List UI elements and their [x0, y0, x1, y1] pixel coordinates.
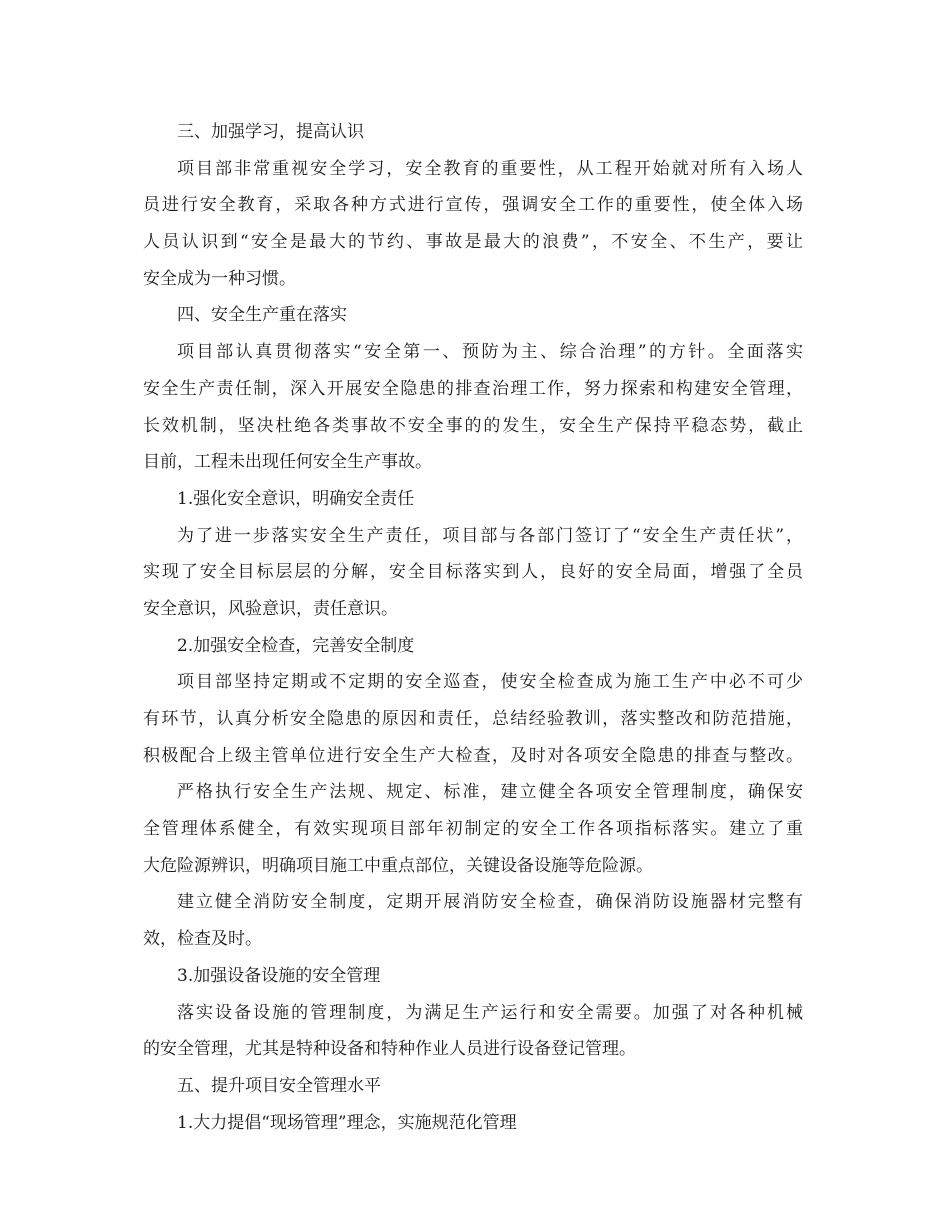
text-line: 全管理体系健全，有效实现项目部年初制定的安全工作各项指标落实。建立了重	[143, 819, 803, 840]
text-line: 安全意识，风验意识，责任意识。	[143, 598, 398, 619]
text-line: 项目部非常重视安全学习，安全教育的重要性，从工程开始就对所有入场人	[177, 158, 803, 179]
text-line: 目前，工程未出现任何安全生产事故。	[143, 452, 432, 473]
text-line: 项目部认真贯彻落实“安全第一、预防为主、综合治理”的方针。全面落实	[177, 342, 803, 363]
text-line: 员进行安全教育，采取各种方式进行宣传，强调安全工作的重要性，使全体入场	[143, 195, 803, 216]
text-line: 3.加强设备设施的安全管理	[177, 965, 381, 986]
text-line: 建立健全消防安全制度，定期开展消防安全检查，确保消防设施器材完整有	[177, 892, 803, 913]
text-line: 有环节，认真分析安全隐患的原因和责任，总结经验教训，落实整改和防范措施，	[143, 709, 803, 729]
text-line: 效，检查及时。	[143, 929, 262, 950]
text-line: 实现了安全目标层层的分解，安全目标落实到人，良好的安全局面，增强了全员	[143, 562, 803, 583]
text-line: 安全生产责任制，深入开展安全隐患的排查治理工作，努力探索和构建安全管理，	[143, 378, 803, 399]
text-line: 严格执行安全生产法规、规定、标准，建立健全各项安全管理制度，确保安	[177, 782, 803, 803]
text-line: 安全成为一种习惯。	[143, 268, 296, 289]
text-line: 长效机制，坚决杜绝各类事故不安全事的的发生，安全生产保持平稳态势，截止	[143, 415, 803, 436]
text-line: 落实设备设施的管理制度，为满足生产运行和安全需要。加强了对各种机械	[177, 1002, 803, 1023]
text-line: 2.加强安全检查，完善安全制度	[177, 635, 415, 656]
text-line: 项目部坚持定期或不定期的安全巡查，使安全检查成为施工生产中必不可少	[177, 672, 803, 693]
text-line: 四、安全生产重在落实	[177, 305, 347, 326]
text-line: 积极配合上级主管单位进行安全生产大检查，及时对各项安全隐患的排查与整改。	[143, 745, 803, 766]
document-body	[143, 114, 803, 1141]
text-line: 大危险源辨识，明确项目施工中重点部位，关键设备设施等危险源。	[143, 855, 653, 876]
text-line: 五、提升项目安全管理水平	[177, 1075, 381, 1096]
text-line: 的安全管理，尤其是特种设备和特种作业人员进行设备登记管理。	[143, 1039, 636, 1060]
text-line: 人员认识到“安全是最大的节约、事故是最大的浪费”，不安全、不生产，要让	[143, 232, 803, 253]
text-line: 三、加强学习，提高认识	[177, 122, 364, 142]
text-line: 1.大力提倡“现场管理”理念，实施规范化管理	[177, 1112, 517, 1133]
text-line: 为了进一步落实安全生产责任，项目部与各部门签订了“安全生产责任状”，	[177, 525, 803, 546]
text-line: 1.强化安全意识，明确安全责任	[177, 488, 415, 509]
